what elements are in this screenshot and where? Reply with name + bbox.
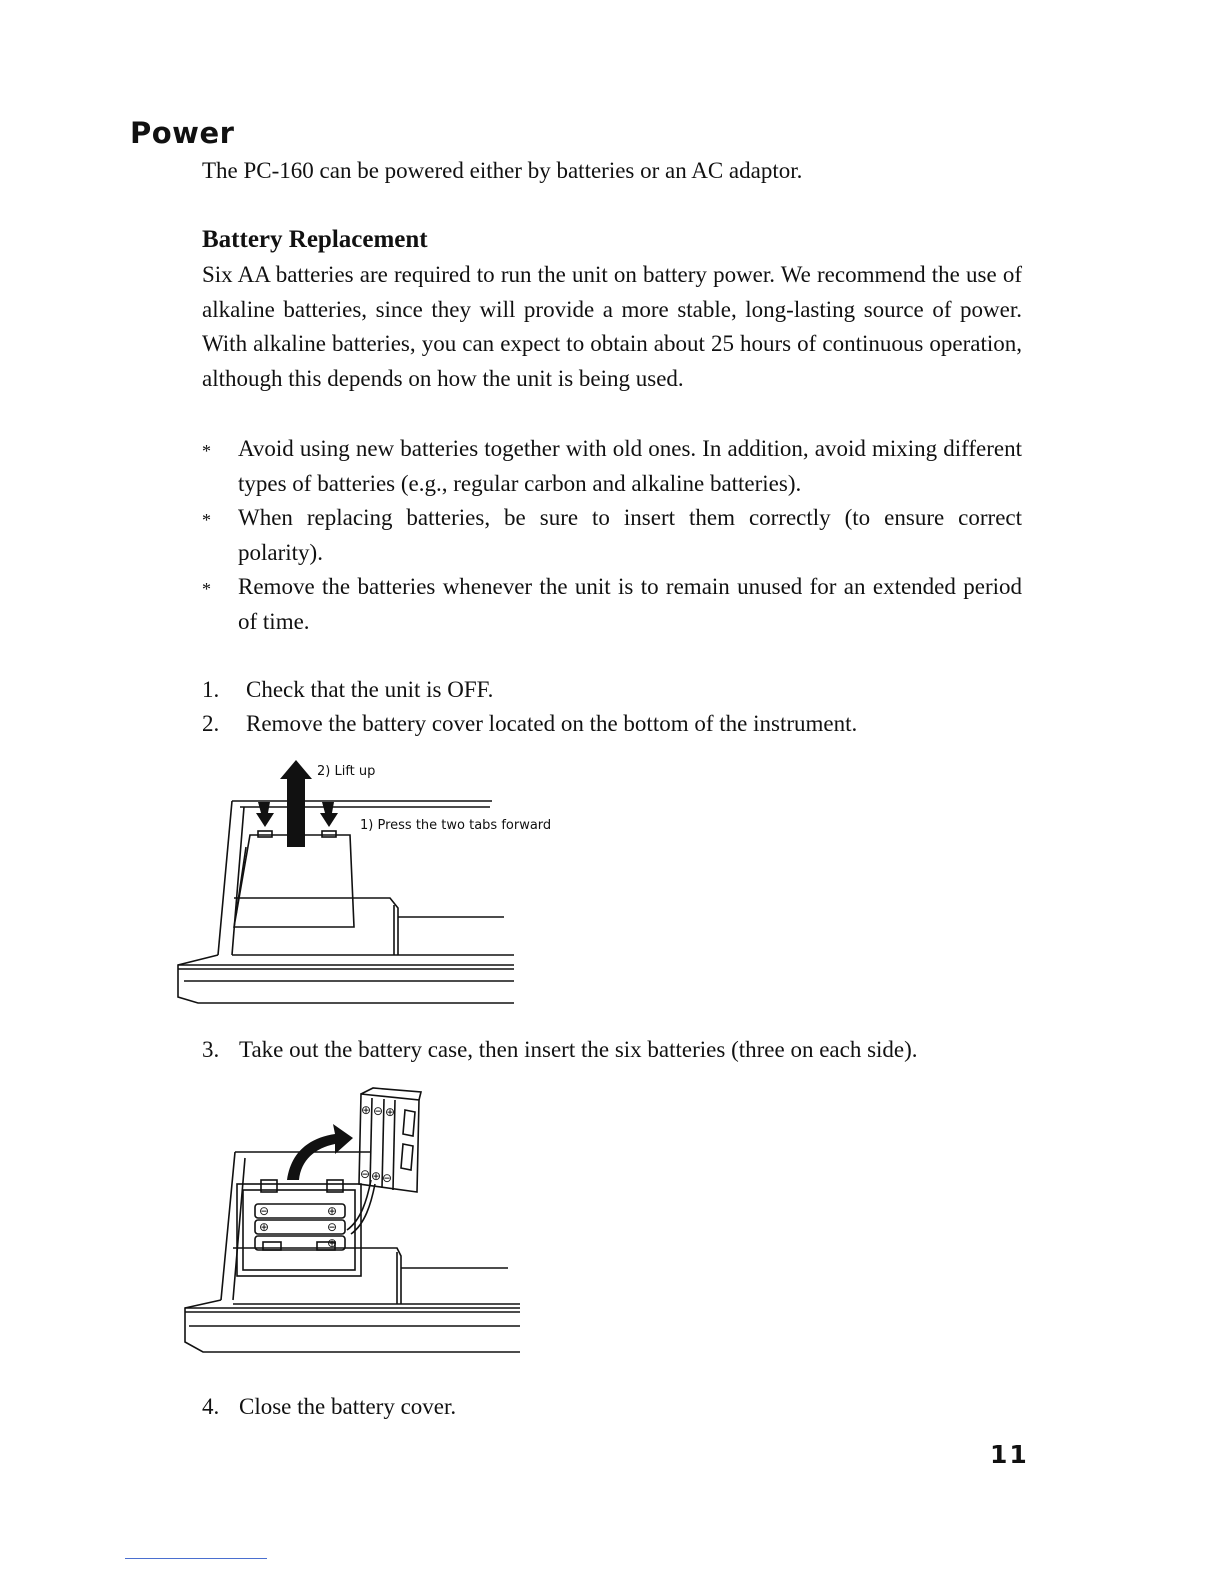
lift-arrow-icon xyxy=(280,760,312,847)
press-arrow-icon xyxy=(256,802,274,827)
note-bullet: * xyxy=(202,579,211,599)
polarity-plus-icon: ⊕ xyxy=(361,1103,372,1117)
footer-divider xyxy=(125,1558,267,1559)
lift-label: 2) Lift up xyxy=(317,764,376,779)
intro-text: The PC-160 can be powered either by batteries or an AC adaptor. xyxy=(202,158,803,183)
battery-case-figure xyxy=(175,1080,535,1365)
step-number: 4. xyxy=(202,1394,220,1419)
step-number: 3. xyxy=(202,1037,220,1062)
polarity-plus-icon: ⊕ xyxy=(259,1220,270,1234)
step-number: 1. xyxy=(202,677,220,702)
note-text: Remove the batteries whenever the unit is to remain unused for an extended period of time. xyxy=(238,574,1022,634)
subsection-title: Battery Replacement xyxy=(202,226,428,253)
polarity-minus-icon: ⊖ xyxy=(373,1104,384,1118)
press-arrow-icon xyxy=(320,802,338,827)
note-bullet: * xyxy=(202,441,211,461)
step-text: Take out the battery case, then insert the six batteries (three on each side). xyxy=(239,1037,918,1062)
note-text: When replacing batteries, be sure to insert them correctly (to ensure correct polarity). xyxy=(238,505,1022,565)
polarity-plus-icon: ⊕ xyxy=(327,1204,338,1218)
battery-cover-figure xyxy=(170,755,570,1015)
step-number: 2. xyxy=(202,711,220,736)
step-item xyxy=(202,673,493,708)
note-item xyxy=(202,432,1022,501)
page-number: 11 xyxy=(990,1440,1029,1469)
note-item xyxy=(202,501,1022,570)
note-item xyxy=(202,570,1022,639)
polarity-minus-icon: ⊖ xyxy=(327,1220,338,1234)
press-tabs-label: 1) Press the two tabs forward xyxy=(360,818,552,833)
polarity-plus-icon: ⊕ xyxy=(385,1105,396,1119)
polarity-minus-icon: ⊖ xyxy=(259,1204,270,1218)
polarity-minus-icon: ⊖ xyxy=(382,1171,393,1185)
step-item xyxy=(202,707,857,742)
section-title: Power xyxy=(130,116,235,150)
polarity-plus-icon: ⊕ xyxy=(371,1169,382,1183)
step-item xyxy=(202,1033,918,1068)
polarity-minus-icon: ⊖ xyxy=(360,1167,371,1181)
note-text: Avoid using new batteries together with old ones. In addition, avoid mixing different types of batteries (e.g., regular carbon and alkaline batteries). xyxy=(238,436,1022,496)
step-item xyxy=(202,1390,456,1425)
polarity-plus-icon: ⊕ xyxy=(327,1236,338,1250)
step-text: Close the battery cover. xyxy=(239,1394,457,1419)
note-bullet: * xyxy=(202,510,211,530)
battery-paragraph: Six AA batteries are required to run the unit on battery power. We recommend the use of alkaline batteries, since they will provide a more stable, long-lasting source of power. With alkaline batteries, you can expect to obtain about 25 hours of continuous operation, although this depends on how the unit is being used. xyxy=(202,262,1022,391)
step-text: Check that the unit is OFF. xyxy=(246,677,494,702)
step-text: Remove the battery cover located on the bottom of the instrument. xyxy=(246,711,858,736)
